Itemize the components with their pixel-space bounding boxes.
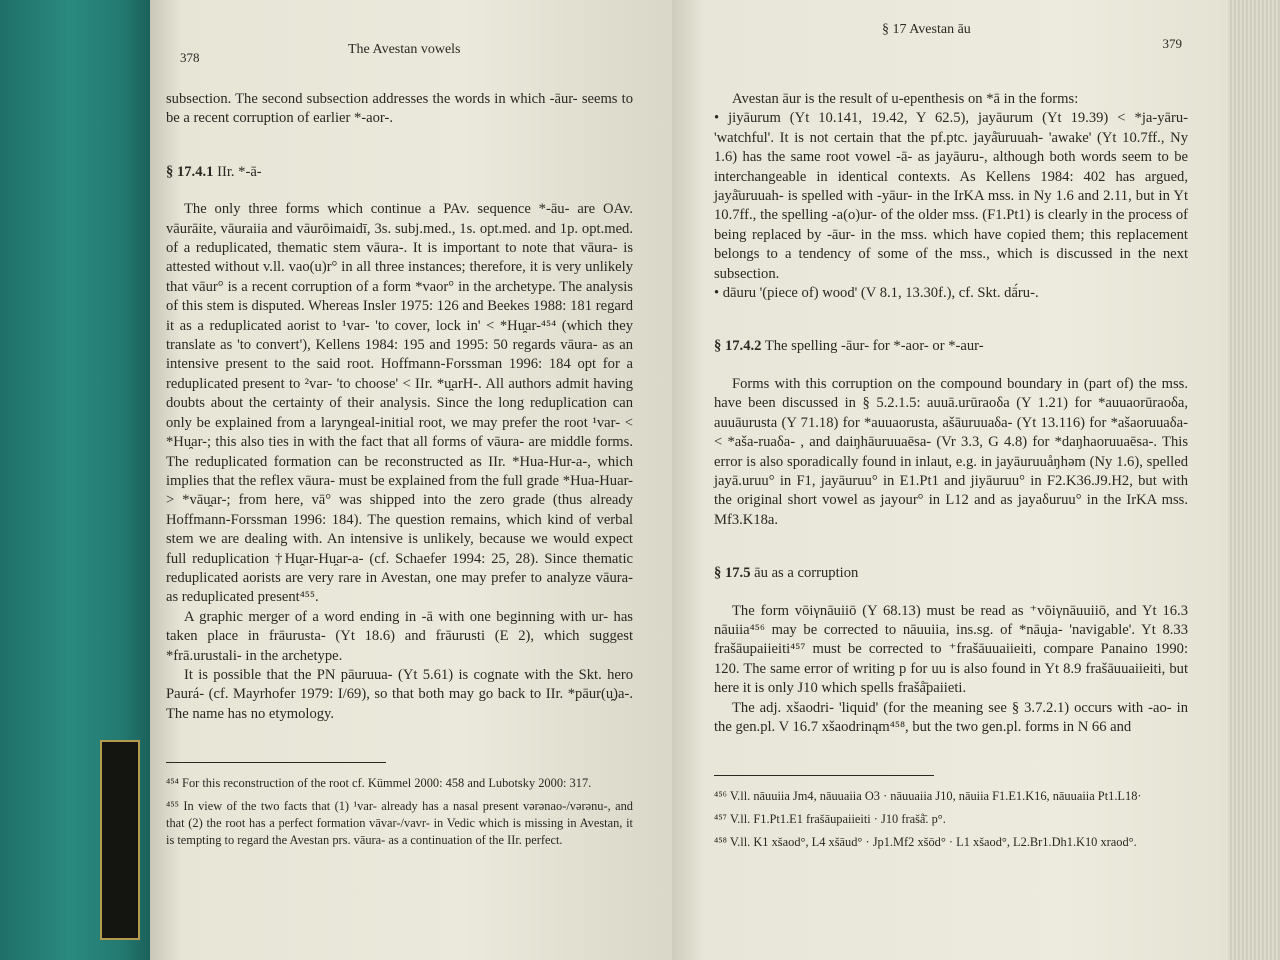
section-heading-17-4-1 <box>166 163 633 182</box>
footnote-455: ⁴⁵⁵ In view of the two facts that (1) ¹var- already has a nasal present vərənao-/vərənu-, and that (2) the root has a perfect formation vāvar-/vavr- in Vedic which is missing in Avestan, it is tempting to regard the Avestan prs. vāura- as a continuation of the IIr. perfect. <box>166 799 633 848</box>
right-page <box>672 0 1232 960</box>
left-intro: subsection. The second subsection addresses the words in which -āur- seems to be a recent corruption of earlier *-aor-. <box>166 91 633 127</box>
bullet-dauru: • dāuru '(piece of) wood' (V 8.1, 13.30f.), cf. Skt. dā́ru-. <box>714 285 1039 302</box>
footnote-457: ⁴⁵⁷ V.ll. F1.Pt1.E1 frašāupaiieiti · J10 frašå̄. p°. <box>714 812 946 827</box>
section-heading-17-5 <box>714 564 1188 583</box>
bullet-jiyaurum: • jiyāurum (Yt 10.141, 19.42, Y 62.5), jayāurum (Yt 19.39) < *ja-yāru- 'watchful'. It is not certain that the pf.ptc. jayå̄uruuah- 'awake' (Yt 10.7ff., Ny 1.6) has the same root vowel -ā- as jayāuru-, although both words seem to be interchangeable in identical contexts. As Kellens 1984: 402 has argued, jayå̄uruuah- is spelled with -yāur- in the IrKA mss. in Ny 1.6 and 2.11, but in Yt 10.7ff., the spelling -a(o)ur- of the older mss. (F1.Pt1) is clearly in the process of being replaced by -āur- in the mss. which have copied them; this replacement belongs to a tendency of some of the mss., which is discussed in the next subsection. <box>714 110 1188 282</box>
footnote-rule <box>714 775 934 776</box>
page-edges <box>1228 0 1280 960</box>
right-page-number: 379 <box>1162 36 1182 51</box>
spine-label <box>100 740 140 940</box>
heading-text: The spelling -āur- for *-aor- or *-aur- <box>764 338 984 355</box>
left-paragraph-2: A graphic merger of a word ending in -ā with one beginning with ur- has taken place in frāurusta- (Yt 18.6) and frāurusti (E 2), which suggest *frā.urustali- in the archetype. <box>166 608 633 664</box>
footnote-456: ⁴⁵⁶ V.ll. nāuuiia Jm4, nāuuaiia O3 · nāuuaiia J10, nāuiia F1.E1.K16, nāuuaiia Pt1.L18· <box>714 789 1142 804</box>
right-paragraph-2: The form vōiγnāuiiō (Y 68.13) must be read as ⁺vōiγnāuuiiō, and Yt 16.3 nāuiia⁴⁵⁶ may be corrected to nāuuiia, ins.sg. of *nāu̯ia- 'navigable'. Yt 8.33 frašāupaiieiti⁴⁵⁷ must be corrected to ⁺frašāuuaiieiti, compare Panaino 1990: 120. The same error of writing p for uu is also found in Yt 8.9 frašāuuaiieiti, but here it is only J10 which spells frašå̄paiieti. <box>714 602 1188 697</box>
footnote-454: ⁴⁵⁴ For this reconstruction of the root cf. Kümmel 2000: 458 and Lubotsky 2000: 317. <box>166 776 592 791</box>
right-header <box>714 0 1188 90</box>
left-running-head: The Avestan vowels <box>348 42 461 57</box>
heading-number: § 17.4.1 <box>166 163 214 180</box>
section-heading-17-4-2 <box>714 337 1188 356</box>
footnote-458: ⁴⁵⁸ V.ll. K1 xšaod°, L4 xšāud° · Jp1.Mf2 xšōd° · L1 xšaod°, L2.Br1.Dh1.K10 xraod°. <box>714 835 1137 850</box>
left-paragraph-1: The only three forms which continue a PAv. sequence *-āu- are OAv. vāurāite, vāuraiia and vāurōimaidī, 3s. subj.med., 1s. opt.med. and 1p. opt.med. of a reduplicated, thematic stem vāura-. It is important to note that vāura- is attested without v.ll. vao(u)r° in all three instances; therefore, it is very unlikely that vāur° is a recent corruption of a form *vaor° in the archetype. The analysis of this stem is disputed. Whereas Insler 1975: 126 and Beekes 1988: 181 regard it as a reduplicated aorist to ¹var- 'to cover, lock in' < *Hu̯ar-⁴⁵⁴ (which they translate as 'to convert'), Kellens 1984: 195 and 1995: 50 regards vāura- as an intensive present to the said root. Hoffmann-Forssman 1996: 184 opt for a reduplicated present to ²var- 'to choose' < IIr. *u̯arH-. All authors admit having doubts about the certainty of their analysis. Since the long reduplication can only be explained from a laryngeal-initial root, we may prefer the root ¹var- < *Hu̯ar-; this also ties in with the fact that all forms of vāura- are middle forms. The reduplicated formation can be reconstructed as IIr. *Hua-Hur-a-, which implies that the reflex vāura- must be explained from the full grade *Hua-Huar- > *vāu̯ar-; from here, vā° was shipped into the zero grade (thus already Hoffmann-Forssman 1996: 184). The question remains, which kind of verbal stem we are dealing with. An intensive is unlikely, because we would expect full reduplication †Hu̯ar-Hu̯ar-a- (cf. Schaefer 1994: 25, 28). Since thematic reduplicated aorists are very rare in Avestan, one may prefer to analyze vāura- as reduplicated present⁴⁵⁵. <box>166 201 633 606</box>
left-page-number: 378 <box>180 50 200 65</box>
heading-text: IIr. *-ā- <box>217 163 262 180</box>
right-paragraph-3: The adj. xšaodri- 'liquid' (for the meaning see § 3.7.2.1) occurs with -ao- in the gen.pl. V 16.7 xšaodrinąm⁴⁵⁸, but the two gen.pl. forms in N 66 and <box>714 699 1188 735</box>
left-paragraph-3: It is possible that the PN pāuruua- (Yt 5.61) is cognate with the Skt. hero Paurá- (cf. Mayrhofer 1979: I/69), so that both may go back to IIr. *pāur(u̯)a-. The name has no etymology. <box>166 666 633 722</box>
left-header <box>166 0 633 90</box>
heading-number: § 17.4.2 <box>714 338 762 355</box>
book-spine <box>0 0 152 960</box>
right-running-head: § 17 Avestan āu <box>882 22 971 37</box>
footnote-rule <box>166 762 386 763</box>
heading-number: § 17.5 <box>714 565 751 582</box>
right-paragraph-1: Forms with this corruption on the compound boundary in (part of) the mss. have been discussed in § 5.2.1.5: auuā.urūraoδa (Y 1.21) for *auuaorūraoδa, auuāurusta (Y 71.18) for *auuaorusta, ašāuruuaδa- (Yt 13.116) for *ašaoruuaδa- < *aša-ruaδa- , and daiŋhāuruuaēsa- (Vr 3.3, G 4.8) for *daŋhaoruuaēsa-. This error is also sporadically found in inlaut, e.g. in jayāuruuåŋhəm (Ny 1.6), spelled jayā.uruu° in F1, jayāuruu° in E1.Pt1 and jiyāuruu° in F2.K36.J9.H2, but with the original short vowel as jayour° in L12 and as jayaδuruu° in the IrKA mss. Mf3.K18a. <box>714 375 1188 528</box>
heading-text: āu as a corruption <box>754 565 859 582</box>
left-page <box>150 0 675 960</box>
right-intro: Avestan āur is the result of u-epenthesis on *ā in the forms: <box>732 91 1079 107</box>
